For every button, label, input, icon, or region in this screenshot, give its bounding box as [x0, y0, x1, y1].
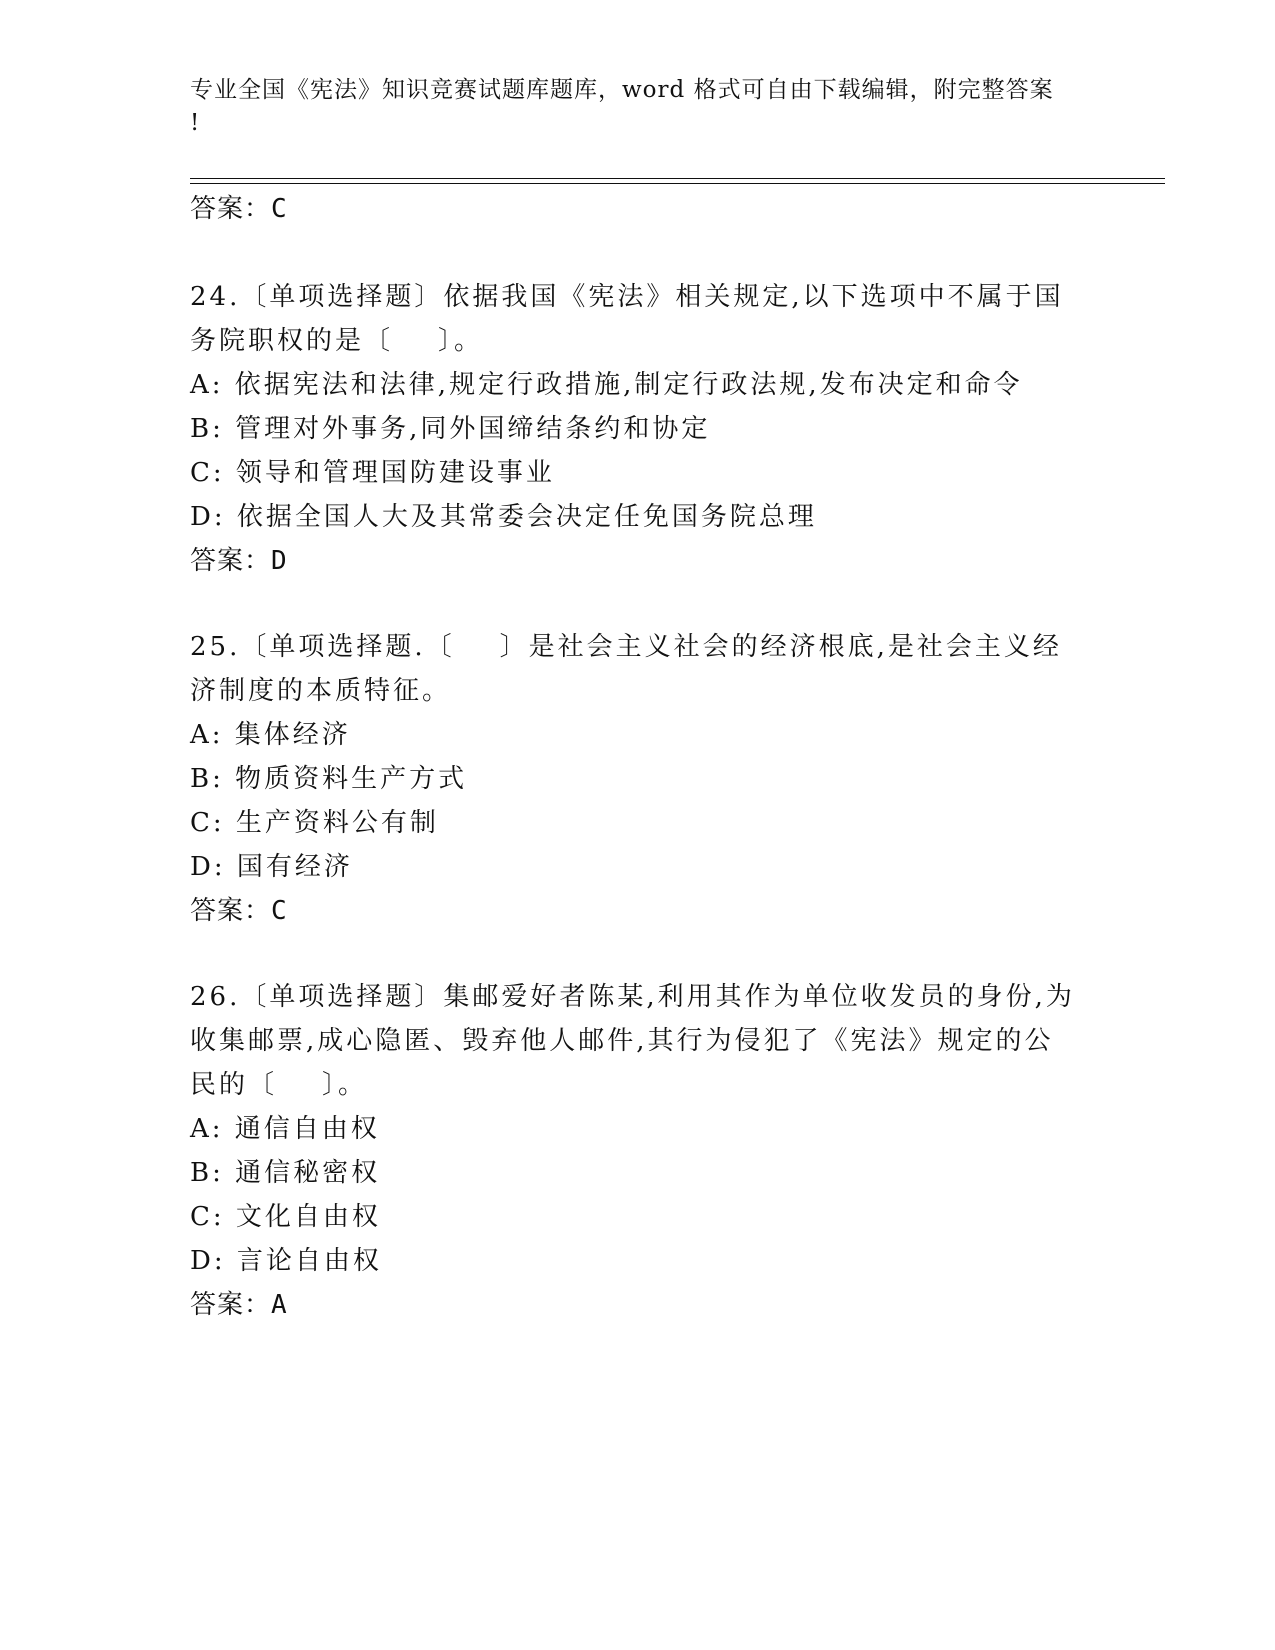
answer-label: 答案： [190, 1290, 272, 1320]
answer-label: 答案： [190, 194, 272, 224]
question-26-option-b: B: 通信秘密权 [190, 1158, 381, 1188]
question-24-line-1: 24.〔单项选择题〕依据我国《宪法》相关规定,以下选项中不属于国 [190, 282, 1064, 312]
question-25-option-c: C: 生产资料公有制 [190, 808, 439, 838]
header-title: 专业全国《宪法》知识竞赛试题库题库，word 格式可自由下载编辑，附完整答案 [190, 77, 1054, 103]
document-header [190, 74, 1080, 140]
question-25-option-b: B: 物质资料生产方式 [190, 764, 468, 794]
question-25-line-1: 25.〔单项选择题.〔 〕是社会主义社会的经济根底,是社会主义经 [190, 632, 1062, 662]
question-25-option-d: D: 国有经济 [190, 852, 353, 882]
question-25-line-2: 济制度的本质特征。 [190, 676, 452, 706]
header-title-continued: ! [190, 110, 201, 136]
answer-label: 答案： [190, 896, 272, 926]
question-26-line-1: 26.〔单项选择题〕集邮爱好者陈某,利用其作为单位收发员的身份,为 [190, 982, 1075, 1012]
question-25-answer [190, 888, 288, 934]
question-26-answer [190, 1282, 288, 1328]
question-24-answer [190, 538, 288, 584]
question-26-line-3: 民的〔 〕。 [190, 1070, 368, 1100]
question-24-option-b: B: 管理对外事务,同外国缔结条约和协定 [190, 414, 711, 444]
question-24-line-2: 务院职权的是〔 〕。 [190, 326, 484, 356]
question-26-option-c: C: 文化自由权 [190, 1202, 381, 1232]
header-divider-top [190, 178, 1165, 179]
answer-label: 答案： [190, 546, 272, 576]
header-divider-bottom [190, 183, 1165, 184]
question-24-option-a: A: 依据宪法和法律,规定行政措施,制定行政法规,发布决定和命令 [190, 370, 1023, 400]
answer-value: C [271, 896, 288, 926]
question-24-option-d: D: 依据全国人大及其常委会决定任免国务院总理 [190, 502, 817, 532]
question-26-line-2: 收集邮票,成心隐匿、毁弃他人邮件,其行为侵犯了《宪法》规定的公 [190, 1026, 1054, 1056]
question-26-option-a: A: 通信自由权 [190, 1114, 380, 1144]
answer-value: C [271, 194, 288, 224]
answer-value: A [271, 1290, 288, 1320]
question-26-option-d: D: 言论自由权 [190, 1246, 382, 1276]
question-24-option-c: C: 领导和管理国防建设事业 [190, 458, 555, 488]
question-25-option-a: A: 集体经济 [190, 720, 351, 750]
previous-answer [190, 186, 288, 232]
answer-value: D [271, 546, 288, 576]
